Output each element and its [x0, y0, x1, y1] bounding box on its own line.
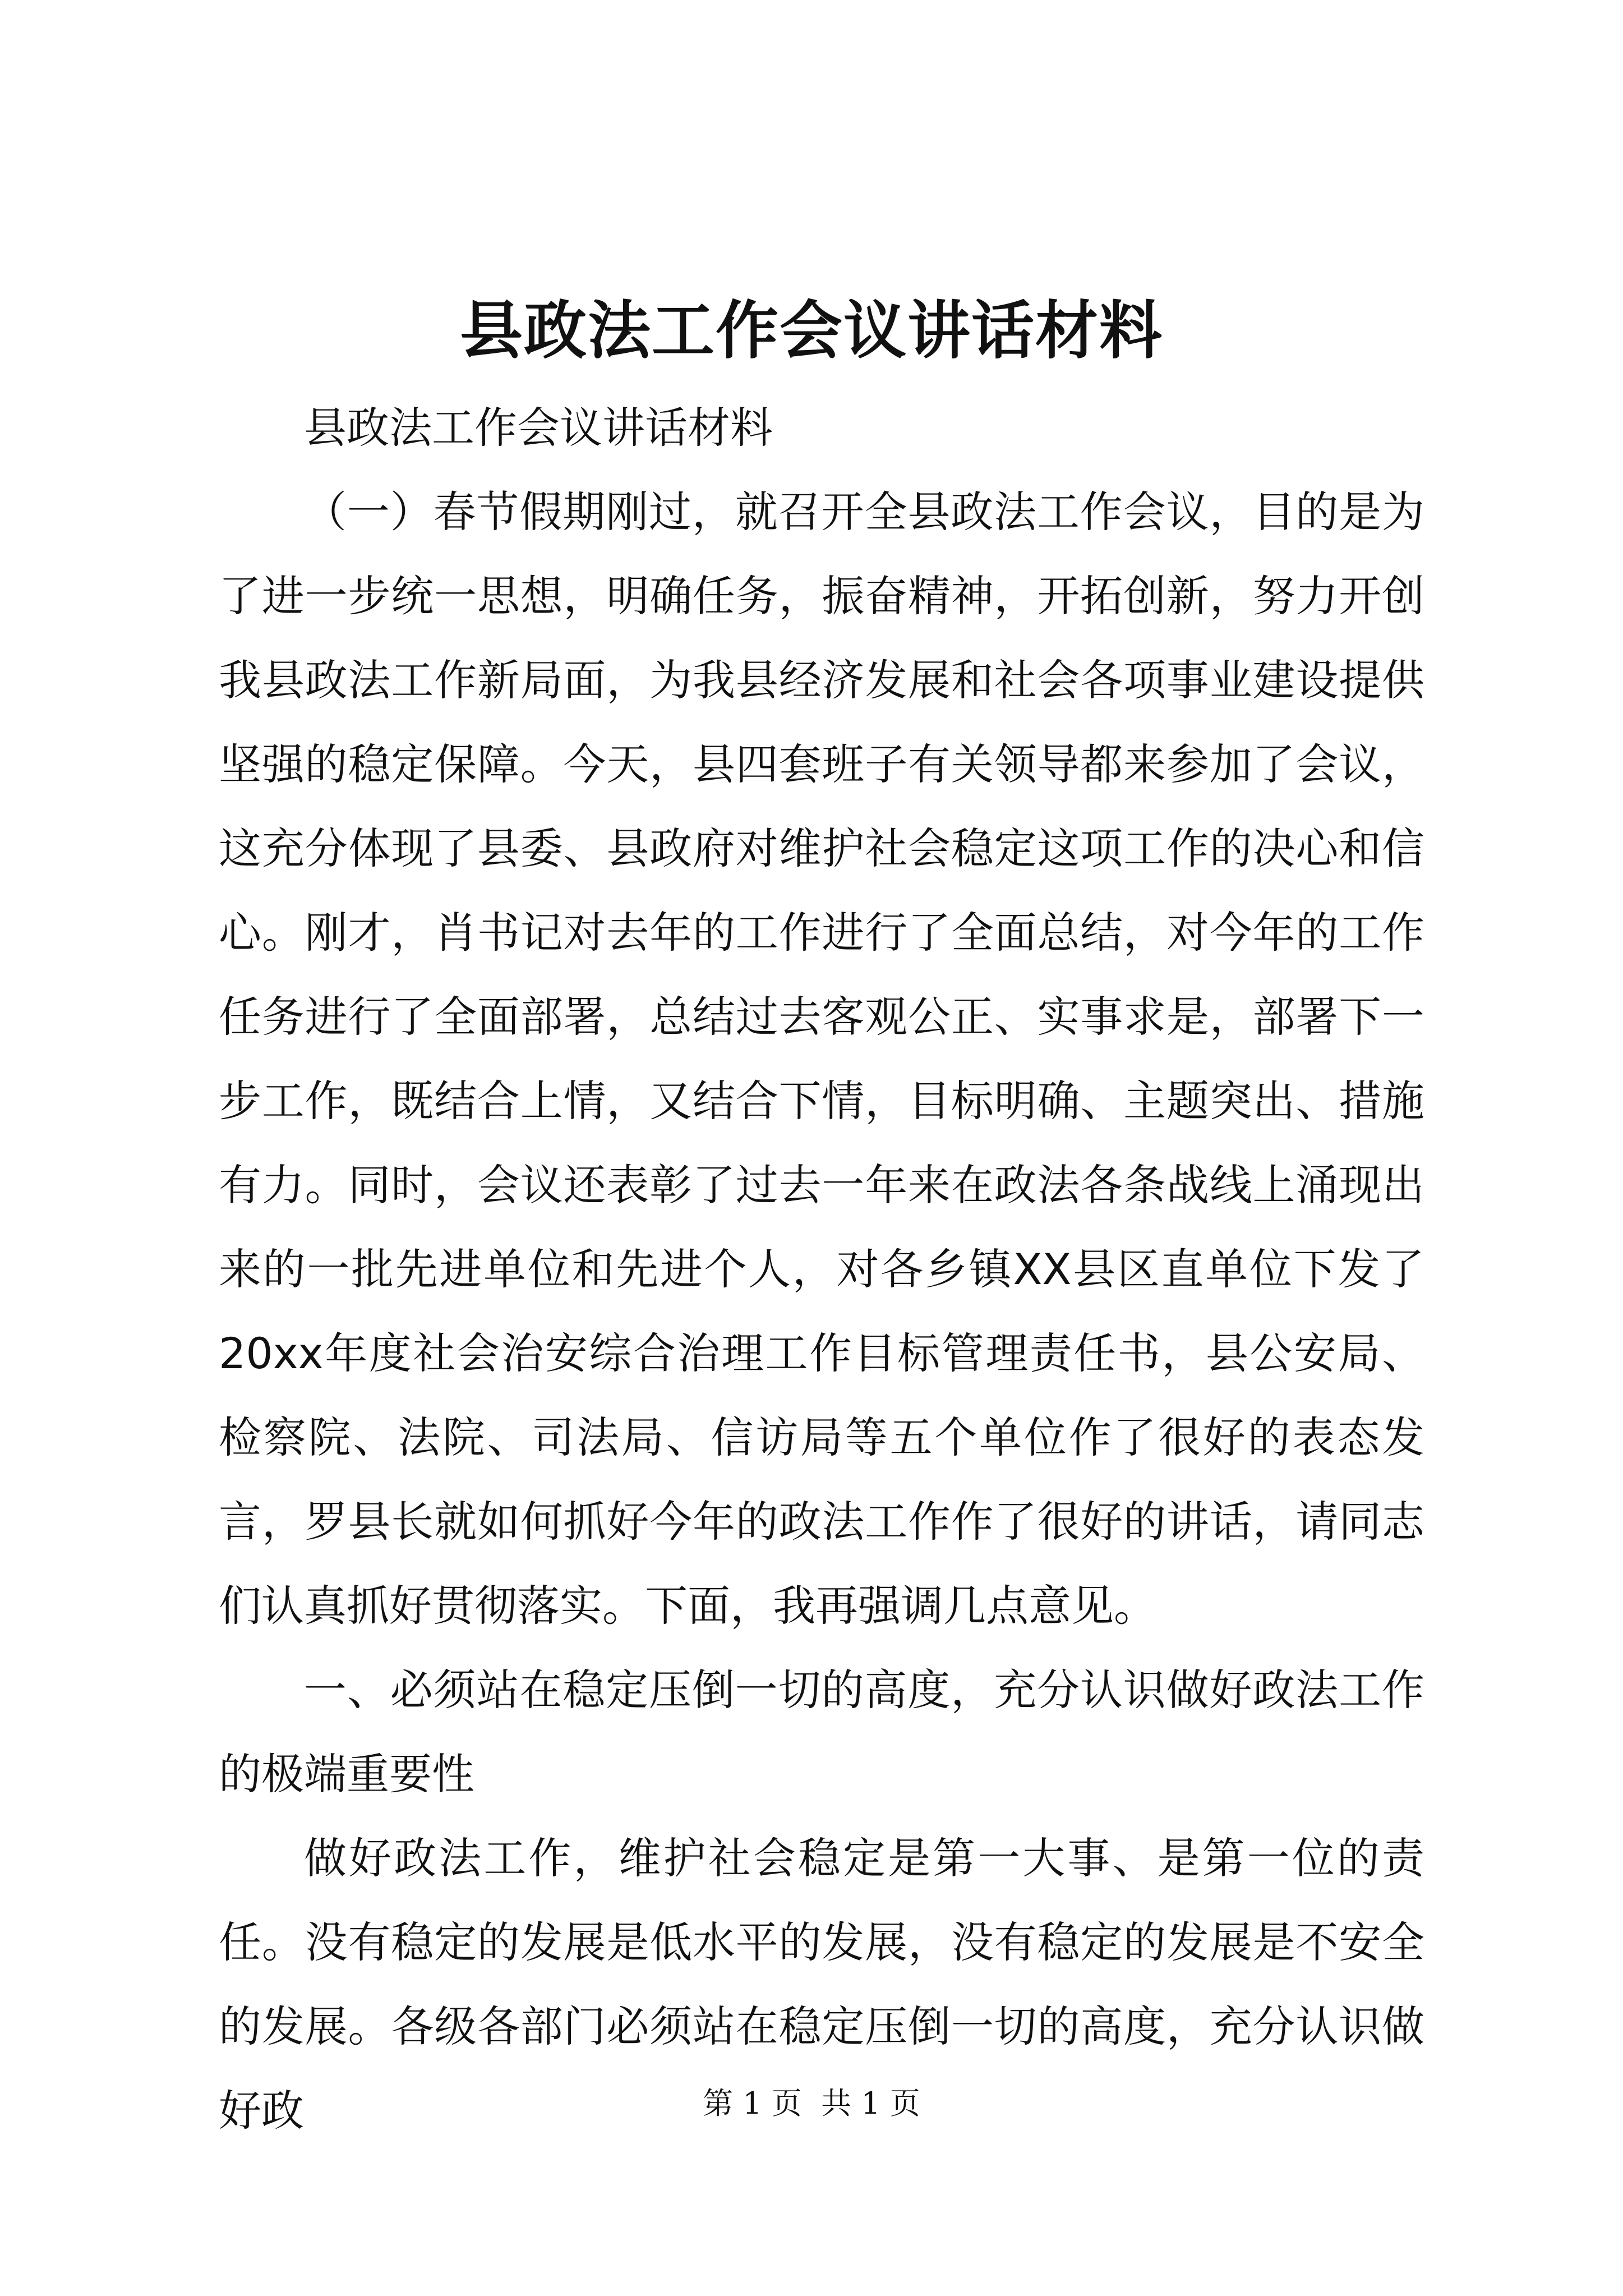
paragraph-section-body: 做好政法工作，维护社会稳定是第一大事、是第一位的责任。没有稳定的发展是低水平的发展，没有稳定的发展是不安全的发展。各级各部门必须站在稳定压倒一切的高度，充分认识做好政: [219, 1833, 1424, 2136]
document-title: 县政法工作会议讲话材料: [460, 294, 1163, 367]
paragraph-intro: （一）春节假期刚过，就召开全县政法工作会议，目的是为了进一步统一思想，明确任务，振奋精神，开拓创新，努力开创我县政法工作新局面，为我县经济发展和社会各项事业建设提供坚强的稳定保障。今天，县四套班子有关领导都来参加了会议，这充分体现了县委、县政府对维护社会稳定这项工作的决心和信心。刚才，肖书记对去年的工作进行了全面总结，对今年的工作任务进行了全面部署，总结过去客观公正、实事求是，部署下一步工作，既结合上情，又结合下情，目标明确、主题突出、措施有力。同时，会议还表彰了过去一年来在政法各条战线上涌现出来的一批先进单位和先进个人，对各乡镇XX县区直单位下发了20xx年度社会治安综合治理工作目标管理责任书，县公安局、检察院、法院、司法局、信访局等五个单位作了很好的表态发言，罗县长就如何抓好今年的政法工作作了很好的讲话，请同志们认真抓好贯彻落实。下面，我再强调几点意见。: [219, 487, 1424, 1631]
document-body: [219, 386, 1424, 2153]
page-footer: [0, 2084, 1623, 2123]
paragraph-subtitle: 县政法工作会议讲话材料: [304, 403, 773, 453]
paragraph-section-heading: 一、必须站在稳定压倒一切的高度，充分认识做好政法工作的极端重要性: [219, 1665, 1424, 1799]
page-number: 第 1 页 共 1 页: [703, 2086, 920, 2121]
